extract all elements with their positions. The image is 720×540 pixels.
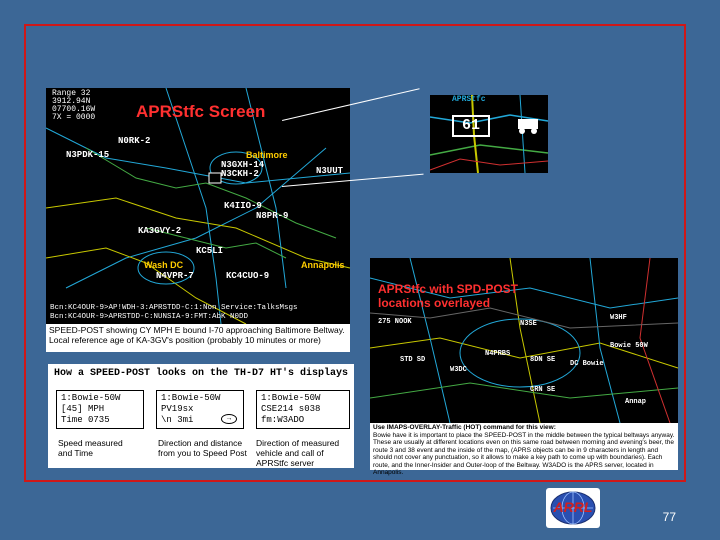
ht-display-line: \n 3mi xyxy=(161,415,194,425)
overlay-caption-body: Bowie have it is important to place the SPEED-POST in the middle between the typical beltways anyway. These are usually at different locations even on this same road between morning and evening's beer, the route 3 and 38 event and the inside of the map, (APRS objects can be in 9 characters in length and should not cover any punctuation, so it allows to make a key path to come up with boundaries). Each route, and the Inner-Insider and Outer-loop of the Beltway. W3ADO is the APRS server, located in Annapolis. xyxy=(373,431,675,476)
direction-arrow-icon: → xyxy=(221,414,237,424)
city-label: Wash DC xyxy=(144,260,184,270)
map-header-line: Range 32 xyxy=(52,89,91,98)
ht-display-label: Speed measured and Time xyxy=(58,438,123,458)
station-label: N3PDK-15 xyxy=(66,150,110,160)
overlay-caption-heading: Use IMAPS-OVERLAY-Traffic (HOT) command for this view: xyxy=(373,424,556,431)
ht-display-line: PV19sx xyxy=(161,404,194,414)
speed-post-label: DC Bowie xyxy=(570,360,604,368)
map-header-line: 7X = 0000 xyxy=(52,113,96,122)
ht-display-line: 1:Bowie-50W xyxy=(161,393,221,403)
overlay-title-line: locations overlayed xyxy=(378,296,491,310)
map-header-line: 07700.16W xyxy=(52,105,96,114)
zoom-map xyxy=(430,95,548,173)
aprstfc-screen-map xyxy=(46,88,350,350)
station-label: KC5LI xyxy=(196,246,224,256)
map-title: APRStfc Screen xyxy=(136,102,266,121)
ht-display-line: Time 0735 xyxy=(61,415,110,425)
ht-display-label: Direction of measured vehicle and call of APRStfc server xyxy=(256,438,340,468)
station-label: N4VPR-7 xyxy=(156,271,194,281)
zoom-title: APRStfc xyxy=(452,95,486,104)
ht-display-panel xyxy=(48,364,354,468)
station-label: N8PR-9 xyxy=(256,211,289,221)
speed-post-label: W3DC xyxy=(450,366,467,374)
ht-panel-title: How a SPEED-POST looks on the TH-D7 HT's displays xyxy=(54,368,349,379)
ht-display-line: [45] MPH xyxy=(61,404,105,414)
speed-post-label: Bowie 50W xyxy=(610,342,648,350)
overlay-title-line: APRStfc with SPD-POST xyxy=(378,282,519,296)
station-label: N3CKH-2 xyxy=(221,169,259,179)
station-label: KC4CUO-9 xyxy=(226,271,270,281)
ht-display-box xyxy=(256,390,350,429)
speed-post-label: 8DN SE xyxy=(530,356,556,364)
map-header-line: 3912.94N xyxy=(52,97,91,106)
page-number: 77 xyxy=(662,510,676,524)
arrl-logo xyxy=(546,488,600,528)
overlay-caption xyxy=(370,423,678,476)
city-label: Annapolis xyxy=(301,260,345,270)
city-label: Baltimore xyxy=(246,150,288,160)
ht-display-box xyxy=(56,390,144,429)
speed-post-overlay-map xyxy=(370,258,678,476)
status-line: Bcn:KC4OUR-9>AP!WDH-3:APRSTDD-C:1:Non Service:TalksMsgs xyxy=(50,304,298,312)
ht-display-line: CSE214 s038 xyxy=(261,404,321,414)
map-roads xyxy=(46,88,350,324)
speed-marker: 61 xyxy=(452,115,490,137)
map-caption: SPEED-POST showing CY MPH E bound I-70 approaching Baltimore Beltway. Local reference age of KA-3GV's position (probably 10 minutes or more) xyxy=(46,324,350,352)
station-label: N0RK-2 xyxy=(118,136,151,146)
station-label: N3GXH-14 xyxy=(221,160,265,170)
speed-post-label: N3SE xyxy=(520,320,537,328)
status-line: Bcn:KC4OUR-9>APRSTDD-C:NUNSIA-9:FMT:AbK N0DD xyxy=(50,313,249,321)
ht-display-line: 1:Bowie-50W xyxy=(61,393,121,403)
logo-text: ARRL xyxy=(553,499,593,515)
speed-post-label: N4PRBS xyxy=(485,350,511,358)
station-label: KA3GVY-2 xyxy=(138,226,182,236)
speed-post-label: 275 NOOK xyxy=(378,318,412,326)
speed-post-label: W3HF xyxy=(610,314,627,322)
ht-display-line: 1:Bowie-50W xyxy=(261,393,321,403)
speed-post-label: STD SD xyxy=(400,356,426,364)
ht-display-box xyxy=(156,390,244,429)
station-label: K4IIO-9 xyxy=(224,201,262,211)
speed-post-label: Annap xyxy=(625,398,647,406)
station-label: N3UUT xyxy=(316,166,344,176)
ht-display-line: fm:W3ADO xyxy=(261,415,305,425)
speed-post-label: CRN SE xyxy=(530,386,556,394)
ht-display-label: Direction and distance from you to Speed Post xyxy=(158,438,247,458)
